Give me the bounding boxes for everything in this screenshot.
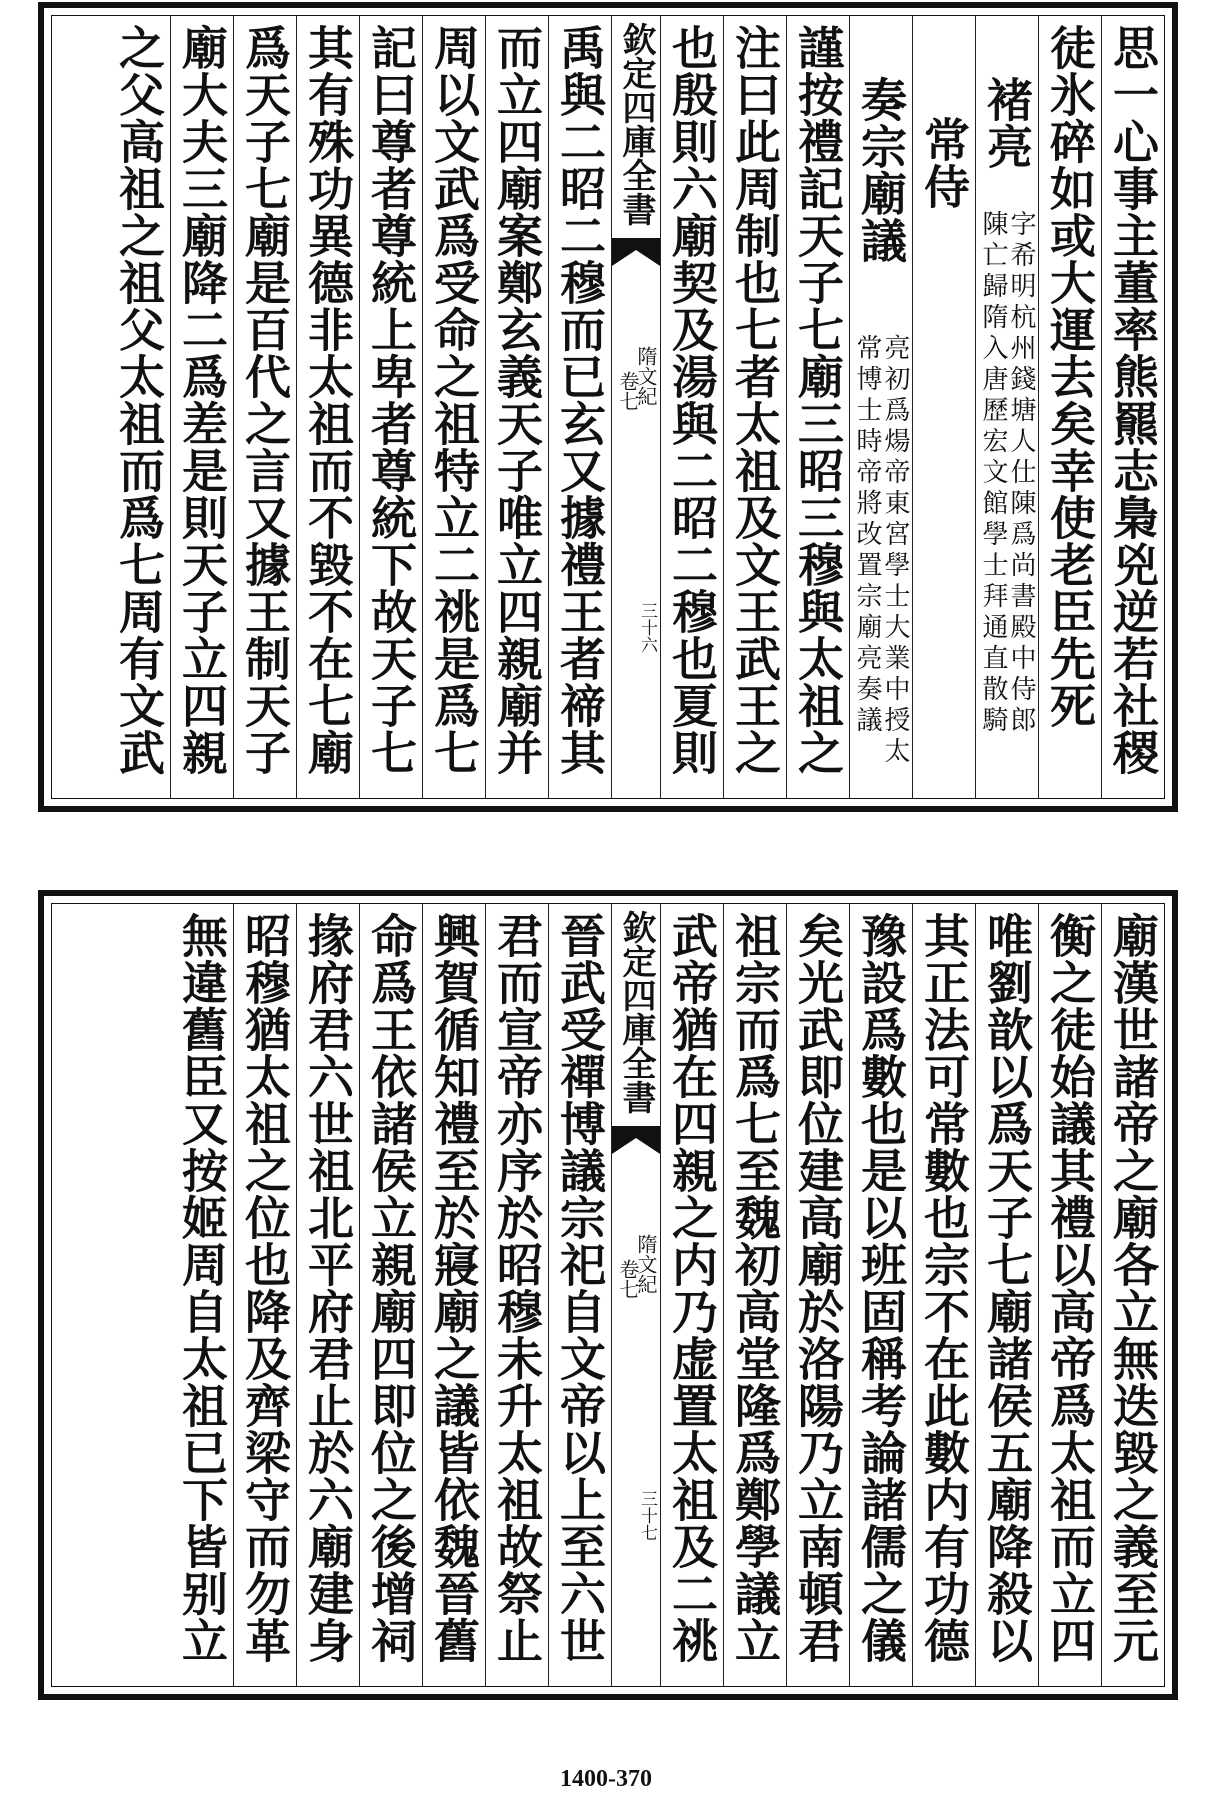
text-column (723, 904, 786, 1686)
column-text: 衡之徒始議其禮以高帝爲太祖而立四 (1043, 912, 1097, 1664)
column-text: 唯劉歆以爲天子七廟諸侯五廟降殺以 (980, 912, 1034, 1664)
text-column (233, 16, 296, 798)
annotation-right: 亮初爲煬帝東宮學士大業中授太 (880, 334, 910, 768)
column-text: 爲天子七廟是百代之言又據王制天子 (238, 24, 292, 776)
top-page-columns (52, 16, 1164, 798)
book-title: 欽定四庫全書 (616, 910, 656, 1114)
text-column (296, 904, 359, 1686)
text-column (1038, 16, 1101, 798)
column-text: 注曰此周制也七者太祖及文王武王之 (728, 24, 782, 776)
column-text: 興賀循知禮至於寢廟之議皆依魏晉舊 (427, 912, 481, 1664)
text-column (786, 904, 849, 1686)
column-text: 祖宗而爲七至魏初高堂隆爲鄭學議立 (728, 912, 782, 1664)
text-column (548, 904, 611, 1686)
text-column (975, 16, 1038, 798)
text-column (723, 16, 786, 798)
text-column (422, 16, 485, 798)
top-page-inner-border (51, 15, 1165, 799)
text-column (660, 16, 723, 798)
fishtail-mark-icon (612, 1126, 660, 1154)
column-text: 掾府君六世祖北平府君止於六廟建身 (301, 912, 355, 1664)
text-column (1101, 904, 1164, 1686)
column-text: 昭穆猶太祖之位也降及齊梁守而勿革 (238, 912, 292, 1664)
juan-title: 隋文紀 (634, 346, 658, 406)
juan-title: 隋文紀 (634, 1234, 658, 1294)
text-column (170, 16, 233, 798)
text-column (485, 904, 548, 1686)
bottom-page-inner-border (51, 903, 1165, 1687)
fishtail-mark-icon (612, 238, 660, 266)
column-text: 其正法可常數也宗不在此數内有功德 (917, 912, 971, 1664)
text-column (660, 904, 723, 1686)
text-column (359, 904, 422, 1686)
text-column (359, 16, 422, 798)
page-footer-number: 1400-370 (560, 1766, 652, 1792)
column-text: 周以文武爲受命之祖特立二祧是爲七 (427, 24, 481, 776)
text-column (107, 16, 170, 798)
column-text: 褚亮 (980, 76, 1034, 170)
column-text: 矣光武即位建高廟於洛陽乃立南頓君 (791, 912, 845, 1664)
annotation-right: 字希明杭州錢塘人仕陳爲尚書殿中侍郎 (1006, 210, 1036, 737)
leaf-number: 三十六 (637, 602, 657, 653)
column-text: 君而宣帝亦序於昭穆未升太祖故祭止 (490, 912, 544, 1664)
annotation-left: 常博士時帝將改置宗廟亮奏議 (852, 334, 882, 737)
text-column (849, 904, 912, 1686)
column-text: 廟漢世諸帝之廟各立無迭毀之義至元 (1106, 912, 1160, 1664)
text-column (975, 904, 1038, 1686)
text-column (1038, 904, 1101, 1686)
column-text: 廟大夫三廟降二爲差是則天子立四親 (175, 24, 229, 776)
juan-number: 卷七 (616, 1259, 640, 1299)
annotation-left: 陳亡歸隋入唐歷宏文館學士拜通直散騎 (978, 210, 1008, 737)
bottom-page-columns (52, 904, 1164, 1686)
top-page-frame (38, 2, 1178, 812)
text-column (422, 904, 485, 1686)
column-text: 謹按禮記天子七廟三昭三穆與太祖之 (791, 24, 845, 776)
column-text: 其有殊功異德非太祖而不毀不在七廟 (301, 24, 355, 776)
text-column (912, 16, 975, 798)
column-text: 命爲王依諸侯立親廟四即位之後增祠 (364, 912, 418, 1664)
column-text: 徒氷碎如或大運去矣幸使老臣先死 (1043, 24, 1097, 729)
bottom-page-frame (38, 890, 1178, 1700)
center-fold-column (611, 16, 660, 798)
text-column (786, 16, 849, 798)
text-column (485, 16, 548, 798)
book-title: 欽定四庫全書 (616, 22, 656, 226)
text-column (170, 904, 233, 1686)
column-text: 無違舊臣又按姬周自太祖已下皆别立 (175, 912, 229, 1664)
text-column (1101, 16, 1164, 798)
column-text: 禹與二昭二穆而已玄又據禮王者禘其 (553, 24, 607, 776)
text-column (849, 16, 912, 798)
juan-number: 卷七 (616, 371, 640, 411)
column-text: 記曰尊者尊統上卑者尊統下故天子七 (364, 24, 418, 776)
column-text: 奏宗廟議 (854, 76, 908, 264)
column-text: 武帝猶在四親之内乃虚置太祖及二祧 (665, 912, 719, 1664)
center-fold-column (611, 904, 660, 1686)
column-text: 常侍 (917, 116, 971, 210)
column-text: 也殷則六廟契及湯與二昭二穆也夏則 (665, 24, 719, 776)
text-column (548, 16, 611, 798)
column-text: 晉武受禪博議宗祀自文帝以上至六世 (553, 912, 607, 1664)
column-text: 而立四廟案鄭玄義天子唯立四親廟并 (490, 24, 544, 776)
leaf-number: 三十七 (637, 1490, 657, 1541)
text-column (912, 904, 975, 1686)
column-text: 之父高祖之祖父太祖而爲七周有文武 (112, 24, 166, 776)
column-text: 豫設爲數也是以班固稱考論諸儒之儀 (854, 912, 908, 1664)
text-column (296, 16, 359, 798)
text-column (233, 904, 296, 1686)
column-text: 思一心事主董率熊羆志梟兇逆若社稷 (1106, 24, 1160, 776)
